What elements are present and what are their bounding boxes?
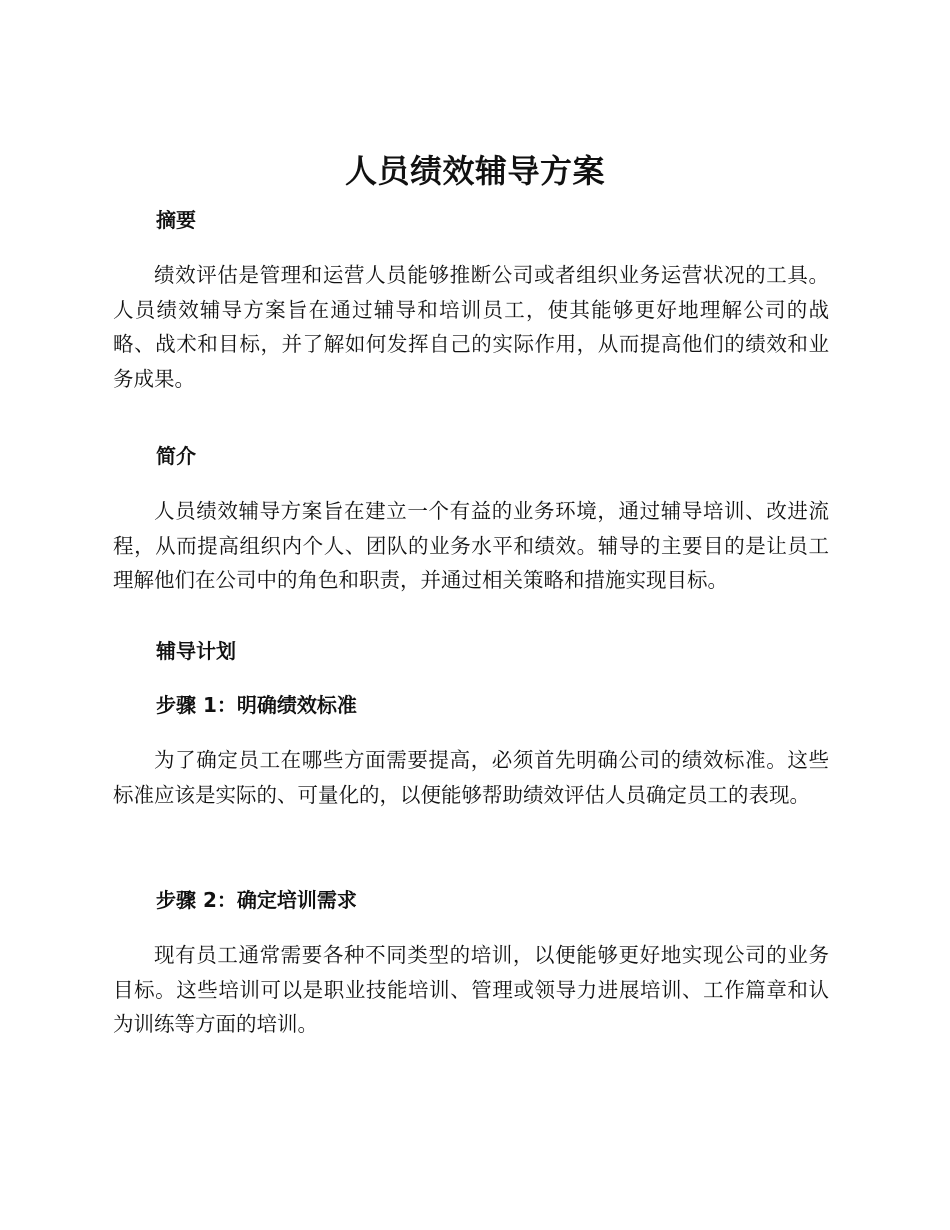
intro-paragraph: 人员绩效辅导方案旨在建立一个有益的业务环境，通过辅导培训、改进流程，从而提高组织内个人、团队的业务水平和绩效。辅导的主要目的是让员工理解他们在公司中的角色和职责，并通过相关策略和措施实现目标。 <box>113 499 829 592</box>
abstract-paragraph: 绩效评估是管理和运营人员能够推断公司或者组织业务运营状况的工具。人员绩效辅导方案旨在通过辅导和培训员工，使其能够更好地理解公司的战略、战术和目标，并了解如何发挥自己的实际作用，从而提高他们的绩效和业务成果。 <box>113 263 829 391</box>
step1-heading: 步骤 1：明确绩效标准 <box>156 693 357 717</box>
plan-heading: 辅导计划 <box>156 639 236 663</box>
document-title: 人员绩效辅导方案 <box>344 152 605 190</box>
step1-paragraph: 为了确定员工在哪些方面需要提高，必须首先明确公司的绩效标准。这些标准应该是实际的、可量化的，以便能够帮助绩效评估人员确定员工的表现。 <box>113 748 829 807</box>
step2-heading: 步骤 2：确定培训需求 <box>156 888 357 912</box>
abstract-heading: 摘要 <box>156 208 196 232</box>
step2-paragraph: 现有员工通常需要各种不同类型的培训，以便能够更好地实现公司的业务目标。这些培训可以是职业技能培训、管理或领导力进展培训、工作篇章和认为训练等方面的培训。 <box>113 943 829 1036</box>
intro-heading: 简介 <box>156 444 196 468</box>
